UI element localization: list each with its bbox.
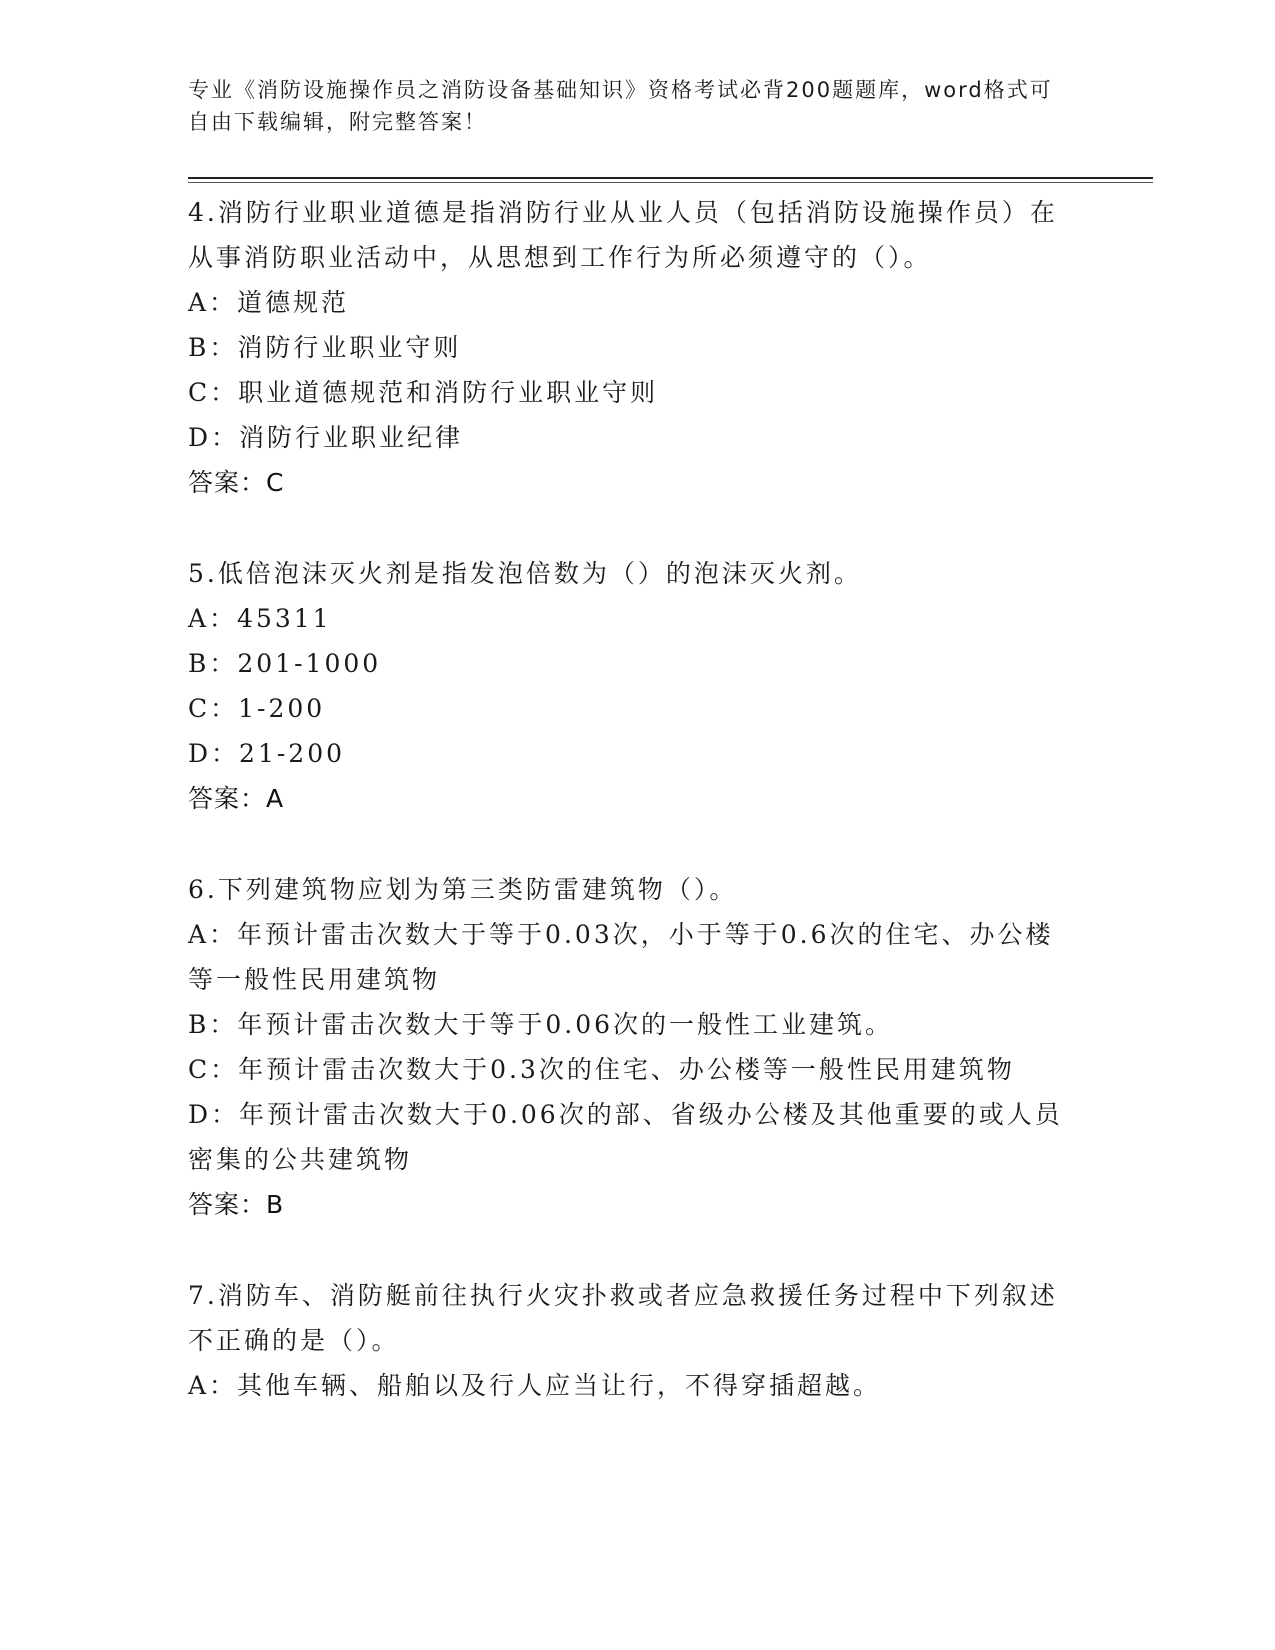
option-b: B：年预计雷击次数大于等于0.06次的一般性工业建筑。 bbox=[188, 1010, 894, 1039]
option-d: D：年预计雷击次数大于0.06次的部、省级办公楼及其他重要的或人员密集的公共建筑物 bbox=[188, 1100, 1063, 1174]
document-header-intro: 专业《消防设施操作员之消防设备基础知识》资格考试必背200题题库，word格式可自由下载编辑，附完整答案！ bbox=[188, 78, 1053, 134]
option-a: A：45311 bbox=[188, 604, 332, 633]
question-stem: 5.低倍泡沫灭火剂是指发泡倍数为（）的泡沫灭火剂。 bbox=[188, 559, 862, 588]
header-divider-thick bbox=[188, 177, 1153, 179]
option-c: C：年预计雷击次数大于0.3次的住宅、办公楼等一般性民用建筑物 bbox=[188, 1055, 1015, 1084]
question-4 bbox=[188, 190, 1068, 505]
question-list bbox=[188, 190, 1068, 1454]
option-d: D：21-200 bbox=[188, 739, 346, 768]
option-a: A：年预计雷击次数大于等于0.03次，小于等于0.6次的住宅、办公楼等一般性民用建筑物 bbox=[188, 920, 1054, 994]
option-a: A：其他车辆、船舶以及行人应当让行，不得穿插超越。 bbox=[188, 1371, 882, 1400]
header-divider-thin bbox=[188, 182, 1153, 183]
option-d: D：消防行业职业纪律 bbox=[188, 423, 464, 452]
question-5 bbox=[188, 551, 1068, 821]
option-a: A：道德规范 bbox=[188, 288, 350, 317]
option-b: B：201-1000 bbox=[188, 649, 382, 678]
answer: 答案：C bbox=[188, 468, 285, 497]
option-b: B：消防行业职业守则 bbox=[188, 333, 462, 362]
question-7 bbox=[188, 1273, 1068, 1408]
question-stem: 4.消防行业职业道德是指消防行业从业人员（包括消防设施操作员）在从事消防职业活动中，从思想到工作行为所必须遵守的（）。 bbox=[188, 198, 1058, 272]
question-6 bbox=[188, 867, 1068, 1227]
question-stem: 7.消防车、消防艇前往执行火灾扑救或者应急救援任务过程中下列叙述不正确的是（）。 bbox=[188, 1281, 1058, 1355]
answer: 答案：A bbox=[188, 784, 285, 813]
option-c: C：职业道德规范和消防行业职业守则 bbox=[188, 378, 659, 407]
answer: 答案：B bbox=[188, 1190, 285, 1219]
option-c: C：1-200 bbox=[188, 694, 326, 723]
question-stem: 6.下列建筑物应划为第三类防雷建筑物（）。 bbox=[188, 875, 738, 904]
